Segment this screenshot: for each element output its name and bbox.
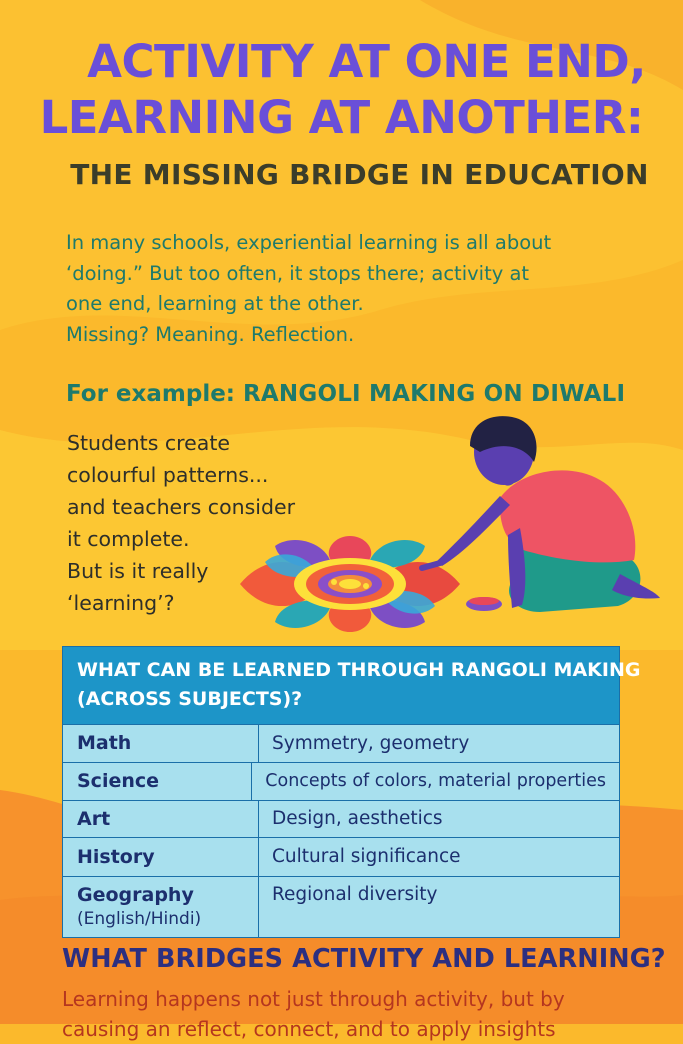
students-line: colourful patterns... — [67, 463, 269, 487]
intro-line: In many schools, experiential learning is all about — [66, 231, 552, 254]
example-heading — [66, 378, 625, 410]
subject-note: (English/Hindi) — [77, 909, 202, 929]
learning-cell: Cultural significance — [272, 846, 461, 867]
table-row — [63, 838, 619, 877]
learning-cell: Symmetry, geometry — [272, 733, 470, 754]
closing-line: causing an reflect, connect, and to apply insights — [62, 1017, 556, 1041]
students-line: But is it really — [67, 559, 209, 583]
intro-line: one end, learning at the other. — [66, 292, 364, 315]
table-row — [63, 725, 619, 763]
subject-name: Geography — [77, 884, 194, 906]
subject-cell — [63, 877, 259, 937]
subtitle: THE MISSING BRIDGE IN EDUCATION — [70, 158, 649, 191]
subject-cell: Math — [63, 725, 259, 762]
table-row — [63, 763, 619, 801]
table-row — [63, 801, 619, 838]
bridges-heading: WHAT BRIDGES ACTIVITY AND LEARNING? — [62, 944, 666, 974]
subject-cell: History — [63, 838, 259, 876]
closing-paragraph — [62, 984, 662, 1044]
intro-line: Missing? Meaning. Reflection. — [66, 322, 355, 346]
students-line: and teachers consider — [67, 495, 296, 519]
example-prefix: For example: — [66, 381, 235, 407]
subject-cell: Science — [63, 763, 252, 800]
intro-line: ‘doing.” But too often, it stops there; activity at — [66, 261, 530, 285]
learning-cell: Regional diversity — [272, 884, 438, 905]
table-header-line-2: (ACROSS SUBJECTS)? — [77, 688, 303, 710]
learning-cell: Concepts of colors, material properties — [265, 771, 606, 791]
example-highlight: RANGOLI MAKING ON DIWALI — [243, 381, 626, 407]
table-header — [63, 647, 641, 725]
closing-line: Learning happens not just through activity, but by — [62, 987, 565, 1011]
title-line-2: LEARNING AT ANOTHER: — [39, 91, 644, 144]
learning-cell: Design, aesthetics — [272, 808, 443, 829]
table-row — [63, 877, 619, 937]
students-line: Students create — [67, 431, 230, 455]
table-header-line-1: WHAT CAN BE LEARNED THROUGH RANGOLI MAKING — [77, 659, 641, 681]
intro-paragraph — [66, 228, 626, 350]
subject-cell: Art — [63, 801, 259, 837]
students-line: ‘learning’? — [67, 591, 175, 615]
students-line: it complete. — [67, 527, 190, 551]
title-line-1: ACTIVITY AT ONE END, — [87, 35, 646, 88]
learning-table — [62, 646, 641, 938]
students-paragraph — [67, 427, 327, 619]
